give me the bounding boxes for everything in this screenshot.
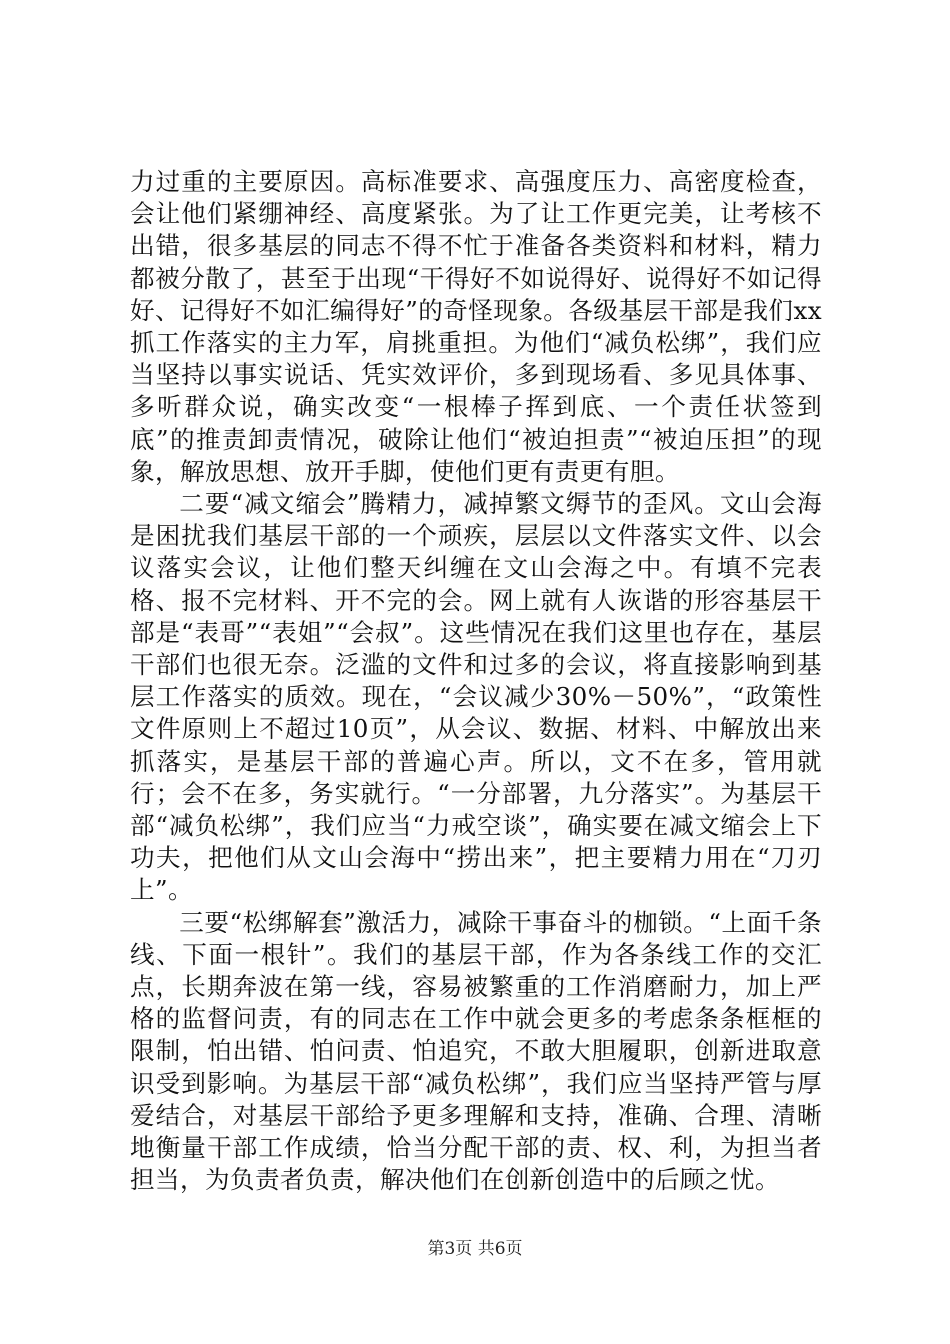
document-body [130,166,822,1197]
paragraph-continued: 力过重的主要原因。高标准要求、高强度压力、高密度检查，会让他们紧绷神经、高度紧张。为了让工作更完美，让考核不出错，很多基层的同志不得不忙于准备各类资料和材料，精力都被分散了，甚至于出现“干得好不如说得好、说得好不如记得好、记得好不如汇编得好”的奇怪现象。各级基层干部是我们xx抓工作落实的主力军，肩挑重担。为他们“减负松绑”，我们应当坚持以事实说话、凭实效评价，多到现场看、多见具体事、多听群众说，确实改变“一根棒子挥到底、一个责任状签到底”的推责卸责情况，破除让他们“被迫担责”“被迫压担”的现象，解放思想、放开手脚，使他们更有责更有胆。 [130,167,822,486]
paragraph-second-point: 二要“减文缩会”腾精力，减掉繁文缛节的歪风。文山会海是困扰我们基层干部的一个顽疾，层层以文件落实文件、以会议落实会议，让他们整天纠缠在文山会海之中。有填不完表格、报不完材料、开不完的会。网上就有人诙谐的形容基层干部是“表哥”“表姐”“会叔”。这些情况在我们这里也存在，基层干部们也很无奈。泛滥的文件和过多的会议，将直接影响到基层工作落实的质效。现在，“会议减少30%－50%”，“政策性文件原则上不超过10页”，从会议、数据、材料、中解放出来抓落实，是基层干部的普遍心声。所以，文不在多，管用就行；会不在多，务实就行。“一分部署，九分落实”。为基层干部“减负松绑”，我们应当“力戒空谈”，确实要在减文缩会上下功夫，把他们从文山会海中“捞出来”，把主要精力用在“刀刃上”。 [130,489,822,905]
page-number-footer: 第3页 共6页 [427,1239,523,1259]
paragraph-third-point: 三要“松绑解套”激活力，减除干事奋斗的枷锁。“上面千条线、下面一根针”。我们的基层干部，作为各条线工作的交汇点，长期奔波在第一线，容易被繁重的工作消磨耐力，加上严格的监督问责，有的同志在工作中就会更多的考虑条条框框的限制，怕出错、怕问责、怕追究，不敢大胆履职，创新进取意识受到影响。为基层干部“减负松绑”，我们应当坚持严管与厚爱结合，对基层干部给予更多理解和支持，准确、合理、清晰地衡量干部工作成绩，恰当分配干部的责、权、利，为担当者担当，为负责者负责，解决他们在创新创造中的后顾之忧。 [130,907,822,1195]
